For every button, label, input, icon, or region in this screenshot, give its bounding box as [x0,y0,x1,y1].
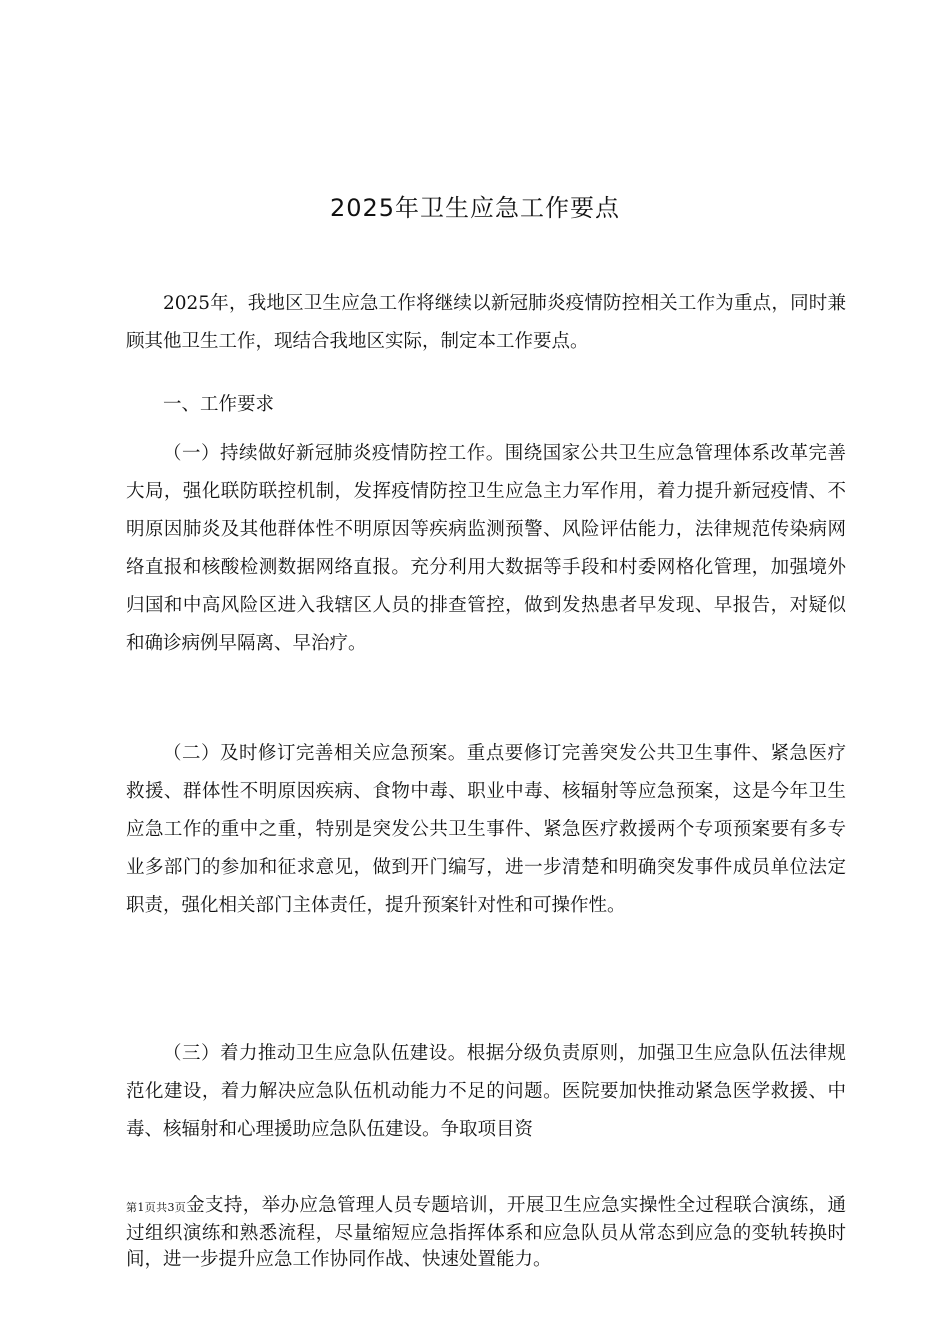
item-one-text: （一）持续做好新冠肺炎疫情防控工作。围绕国家公共卫生应急管理体系改革完善大局，强化联防联控机制，发挥疫情防控卫生应急主力军作用，着力提升新冠疫情、不明原因肺炎及其他群体性不明原因等疾病监测预警、风险评估能力，法律规范传染病网络直报和核酸检测数据网络直报。充分利用大数据等手段和村委网格化管理，加强境外归国和中高风险区进入我辖区人员的排查管控，做到发热患者早发现、早报告，对疑似和确诊病例早隔离、早治疗。 [126,443,846,654]
page-footer [126,1193,846,1273]
item-three-text: （三）着力推动卫生应急队伍建设。根据分级负责原则，加强卫生应急队伍法律规范化建设，着力解决应急队伍机动能力不足的问题。医院要加快推动紧急医学救援、中毒、核辐射和心理援助应急队伍建设。争取项目资 [126,1043,846,1140]
section-heading-text: 一、工作要求 [163,394,275,415]
item-two-paragraph [126,735,846,925]
document-title: 2025年卫生应急工作要点 [329,194,621,222]
intro-text: 2025年，我地区卫生应急工作将继续以新冠肺炎疫情防控相关工作为重点，同时兼顾其他卫生工作，现结合我地区实际，制定本工作要点。 [126,293,846,352]
item-one-paragraph [126,435,846,663]
item-three-paragraph [126,1035,846,1149]
section-heading [126,386,846,424]
footer-continued-text: 金支持，举办应急管理人员专题培训，开展卫生应急实操性全过程联合演练，通过组织演练和熟悉流程，尽量缩短应急指挥体系和应急队员从常态到应急的变轨转换时间，进一步提升应急工作协同作战、快速处置能力。 [126,1195,846,1270]
item-two-text: （二）及时修订完善相关应急预案。重点要修订完善突发公共卫生事件、紧急医疗救援、群体性不明原因疾病、食物中毒、职业中毒、核辐射等应急预案，这是今年卫生应急工作的重中之重，特别是突发公共卫生事件、紧急医疗救援两个专项预案要有多专业多部门的参加和征求意见，做到开门编写，进一步清楚和明确突发事件成员单位法定职责，强化相关部门主体责任，提升预案针对性和可操作性。 [126,743,846,916]
page-number: 第1页共3页 [126,1201,187,1214]
intro-paragraph [126,285,846,361]
